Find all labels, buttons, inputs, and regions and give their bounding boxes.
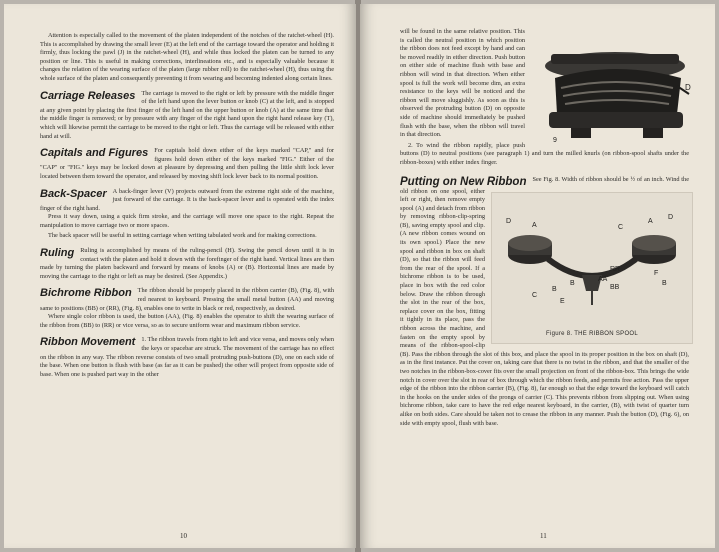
wind-ribbon-paragraph: 2. To wind the ribbon rapidly, place push buttons (D) to neutral positions (see paragraph 1) and turn the milled knurls (on ribbon-spool shafts under the ribbon-boxes) with either index finger. [400,141,689,166]
text-ribbon-movement: 1. The ribbon travels from right to left and vice versa, and moves only when the keys or spacebar are struck. The movement of the carriage has no effect on the ribbon in any way. The ribbon reverse consists of two small protruding push-buttons (D), one on each side of the base. When one button is flush with base (as far as it can be pushed) the other will project from opposite side of base. When one is pushed part way in the other [40,336,334,378]
right-page-number: 11 [540,532,547,540]
text-capitals-figures: For capitals hold down either of the keys marked "CAP," and for figures hold down either of the keys marked "FIG." Either of the "CAP" or "FIG." keys may be locked down at pleasure by depressing and then pulling the little shift lock lever located between them toward the operator, and released by moving shift lock lever back to its normal position. [40,147,334,180]
text-carriage-releases: The carriage is moved to the right or left by pressure with the middle finger of the left hand upon the lever button or knob (C) at the left, and is stopped at any given point by placing the first finger of the left hand on the upper button or knob (A) at the same time that the middle finger is removed; or by pressure with any finger of the right hand upon the right hand release key (T), which will likewise permit the carriage to be moved to the right or left. Thus the carriage will be released with either hand at will. [40,89,334,140]
left-page [4,4,356,548]
figure2-label-1: D [506,217,512,225]
right-page [360,4,715,548]
text-back-spacer-extra-1: Press it way down, using a quick firm stroke, and the carriage will move one space to the right. Repeat the manipulation to move carriage two or more spaces. [40,213,334,229]
figure2-label-6: RR [610,265,621,273]
figure2-label-3: C [618,223,624,231]
neutral-position-paragraph: will be found in the same relative position. This is called the neutral position in which position the ribbon does not feed except by hand and can be moved readily in either direction. Push button on either side of machine flush with base and ribbon will wind in that direction. When either spool is full the work will become dim, an extra resistance to the keys will be noticed and the ribbon will move sluggishly. As soon as this is observed the protruding button (D) on opposite side of machine should immediately be pushed flush with the base, when the ribbon will travel in that direction. [400,28,525,139]
section-putting-on-new-ribbon [400,176,689,429]
typewriter-illustration [531,26,699,146]
heading-carriage-releases: Carriage Releases [40,89,136,102]
ribbon-spool-figure [491,192,693,344]
figure2-label-13: C [532,291,538,299]
section-ruling [40,247,334,281]
platen-intro-paragraph: Attention is especially called to the movement of the platen independent of the notches of the ratchet-wheel (H). This is accomplished by drawing the small lever (E) at the left end of the carriage toward the operator and holding it firmly, thus locking the pawl (J) in the ratchet-wheel (H), and while thus locked the platen can be turned to any position or line. This is useful in making corrections, interlineations etc., and is especially valuable because it changes the relation of the wearing surface of the platen (large rubber roll) to the ratchet-wheel (H), thus using the whole surface of the platen and consequently preventing it from wearing and becoming indented along certain lines. [40,32,334,82]
left-page-content [40,32,334,530]
figure2-label-10: B [552,285,557,293]
ribbon-spool-drawing [492,193,692,329]
text-bichrome-ribbon-extra: Where single color ribbon is used, the button (AA), (Fig. 8) enables the operator to shift the wearing surface of the ribbon from (BB) to (RR) or vice versa, so as to secure uniform wear and maximum ribbon service. [40,313,334,329]
section-bichrome-ribbon [40,287,334,330]
figure2-label-11: F [654,269,659,277]
section-capitals-figures [40,147,334,181]
figure2-label-8: BB [610,283,620,291]
text-ruling: Ruling is accomplished by means of the ruling-pencil (H). Swing the pencil down until it is in contact with the platen and hold it down with the forefinger of the right hand. Vertical lines are then made by turning the platen backward and forward by means of knobs (A) or (B). Horizontal lines are made by moving the carriage to the right or left as may be desired. (See Appendix.) [40,247,334,280]
figure2-label-9: B [570,279,575,287]
heading-ruling: Ruling [40,247,75,260]
heading-back-spacer: Back-Spacer [40,187,107,200]
heading-putting-on-new-ribbon: Putting on New Ribbon [400,175,527,188]
figure1-number: 9 [553,137,557,144]
figure2-label-4: A [648,217,653,225]
figure2-label-5: D [668,213,674,221]
text-bichrome-ribbon: The ribbon should be properly placed in the ribbon carrier (B), (Fig. 8), with red nearest to keyboard. Pressing the small metal button (AA) and moving same to positions (BB) or (RR), (Fig. 8), enables one to write in black or red, respectively, as desired. [40,287,334,312]
heading-bichrome-ribbon: Bichrome Ribbon [40,287,132,300]
heading-ribbon-movement: Ribbon Movement [40,336,136,349]
figure1-label-d: D [685,83,691,92]
text-back-spacer: A back-finger lever (V) projects outward from the extreme right side of the machine, just forward of the carriage. It is the back-spacer lever and is operated with the index finger of the right hand. [40,187,334,212]
heading-capitals-figures: Capitals and Figures [40,147,149,160]
figure2-label-12: B [662,279,667,287]
typewriter-drawing [531,26,699,146]
figure2-label-14: E [560,297,565,305]
figure2-caption: Figure 8. THE RIBBON SPOOL [545,330,639,337]
left-page-number: 10 [180,532,187,540]
figure2-label-7: AA [598,275,608,283]
right-page-content [400,28,689,530]
text-putting-on-new-ribbon: See Fig. 8. Width of ribbon should be ½ of an inch. Wind the old ribbon on one spool, either left or right, then remove empty spool (A) and detach from ribbon by removing ribbon-clip-spring (B), saving empty spool and clip. (A new ribbon comes wound on its own spool.) Place the new spool and ribbon in box on shaft (D), so that the ribbon will feed from the rear of the spool. If a bichrome ribbon is to be used, place in box with the red color below. Draw the ribbon through the slot in the rear of the box, replace cover on the box, fitting it tightly in its place, pass the ribbon across the machine, and fasten on the empty spool by means of the ribbon-spool-clip (B). Pass the ribbon through the slot of this box, and place the spool in its proper position in the box on shaft (D), as in the first instance. Put the cover on, taking care that there is no twist in the ribbon, and that the smaller of the two notches in the ribbon-box-cover fits over the small projection on front of the ribbon-box. This brings the wide notch in cover over the slot in rear of box through which the ribbon feeds, and permits free action. Pass the upper edge of the ribbon into the ribbon carrier (B), (Fig. 8), far enough so that the edge toward the keyboard will catch in the hooks on the under sides of the prongs of carrier (C). This prevents ribbon from slipping out. When using bichrome ribbon, take care to have the red edge nearest keyboard, in the carrier, (B), with twist of quarter turn alike on both sides. Care should be taken not to crease the ribbon in any manner. Push the button (D), (Fig. 6), on side with empty spool, flush with base. [400,175,689,427]
section-ribbon-movement [40,336,334,379]
text-back-spacer-extra-2: The back spacer will be useful in setting carriage when writing tabulated work and for making corrections. [48,232,317,240]
section-carriage-releases [40,90,334,142]
section-back-spacer [40,188,334,242]
figure2-label-2: A [532,221,537,229]
